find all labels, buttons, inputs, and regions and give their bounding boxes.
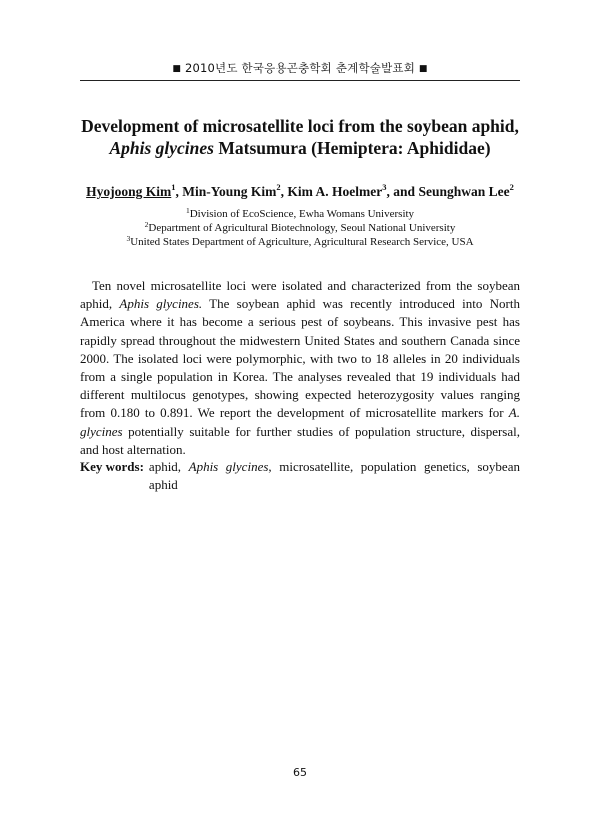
affiliation-mark: 3 [126,234,131,243]
abstract-species-name: Aphis glycines. [119,296,203,312]
author-list [60,184,540,200]
author-name: Seunghwan Lee [418,184,510,199]
affiliation-text: Division of EcoScience, Ewha Womans University [189,208,415,220]
affiliation [60,208,540,220]
keywords [80,458,520,494]
square-bullet-icon: ■ [418,64,428,74]
affiliation-mark: 1 [185,206,190,215]
conference-header [80,60,520,76]
author-separator: , and [386,184,419,199]
header-divider [80,80,520,81]
affiliation [60,222,540,234]
conference-title: 2010년도 한국응용곤충학회 춘계학술발표회 [184,61,416,75]
author-affiliation-mark: 2 [509,182,514,192]
affiliation [60,236,540,248]
keywords-text: , microsatellite, population genetics, soybean aphid [148,459,520,492]
affiliation-text: United States Department of Agriculture, Agricultural Research Service, USA [130,236,474,248]
keywords-text: aphid, [148,459,189,474]
keywords-species-name: Aphis glycines [188,459,269,474]
author-name: Hyojoong Kim [86,184,172,199]
abstract-text: Ten novel microsatellite loci were isolated and characterized from the soybean aphid, [80,278,520,312]
affiliation-text: Department of Agricultural Biotechnology, Seoul National University [148,222,456,234]
keywords-label: Key words: [80,459,144,474]
title-line-2-rest: Matsumura (Hemiptera: Aphididae) [213,138,491,158]
title-line-2 [60,137,540,159]
title-line-1: Development of microsatellite loci from the soybean aphid, [81,116,519,136]
author-name: Kim A. Hoelmer [287,184,383,199]
abstract-paragraph [80,277,520,459]
page-number: 65 [293,766,307,779]
title-species-name: Aphis glycines [109,138,214,158]
affiliation-mark: 2 [144,220,149,229]
author-separator: , [280,184,288,199]
author-affiliation-mark: 3 [382,182,387,192]
abstract-text: The soybean aphid was recently introduced into North America where it has become a serious pest of soybeans. This invasive pest has rapidly spread throughout the midwestern United States and southern Canada since 2000. The isolated loci were polymorphic, with two to 18 alleles in 20 individuals from a single population in Korea. The analyses revealed that 19 individuals had different multilocus genotypes, showing expected heterozygosity values ranging from 0.180 to 0.891. We report the development of microsatellite markers for [80,296,520,421]
square-bullet-icon: ■ [172,64,182,74]
keywords-list [149,458,520,494]
author-affiliation-mark: 1 [171,182,176,192]
author-affiliation-mark: 2 [276,182,281,192]
author-name: Min-Young Kim [182,184,277,199]
paper-title [60,115,540,159]
abstract-text: potentially suitable for further studies of population structure, dispersal, and host alternation. [80,423,520,457]
abstract-species-name: A. glycines [80,405,520,439]
author-separator: , [175,184,183,199]
